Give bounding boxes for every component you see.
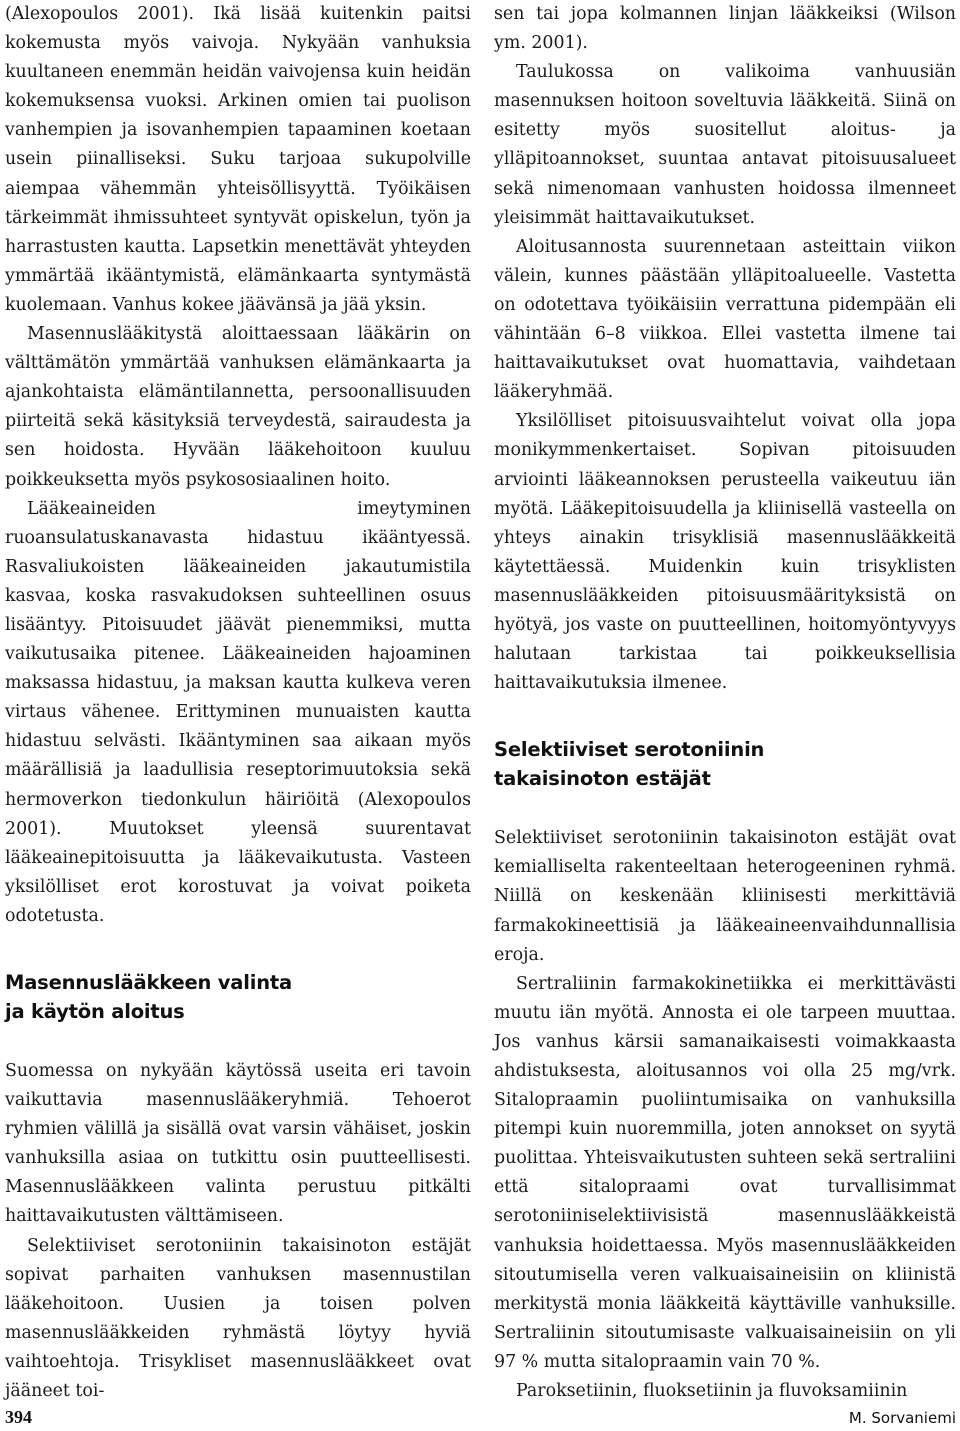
paragraph: Selektiiviset serotoniinin takaisinoton estäjät sopivat parhaiten vanhuksen masennustilan lääkehoitoon. Uusien ja toisen polven masennuslääkkeiden ryhmästä löytyy hyviä vaihtoehtoja. Trisykliset masennuslääkkeet ovat jääneet toi- (5, 1235, 471, 1402)
paragraph: (Alexopoulos 2001). Ikä lisää kuitenkin paitsi kokemusta myös vaivoja. Nykyään vanhuksia kuultaneen enemmän heidän vaivojensa kuin heidän kokemuksensa vuoksi. Arkinen omien tai puolison vanhempien ja isovanhempien tapaaminen koetaan usein piinalliseksi. Suku tarjoaa sukupolville aiempaa vähemmän yhteisöllisyyttä. Työikäisen tärkeimmät ihmissuhteet syntyvät opiskelun, työn ja harrastusten kautta. Lapsetkin menettävät yhteyden ymmärtää ikääntymistä, elämänkaarta syntymästä kuolemaan. Vanhus kokee jäävänsä ja jää yksin. (5, 4, 471, 315)
right-column (494, 0, 956, 1406)
section-heading-line: takaisinoton estäjät (494, 767, 711, 791)
section-heading-line: Masennuslääkkeen valinta (5, 971, 292, 994)
paragraph: Yksilölliset pitoisuusvaihtelut voivat olla jopa monikymmenkertaiset. Sopivan pitoisuuden arviointi lääkeannoksen perusteella vaikeutuu iän myötä. Lääkepitoisuudella ja kliinisellä vasteella on yhteys ainakin trisyklisiä masennuslääkkeitä käytettäessä. Muidenkin kuin trisyklisten masennuslääkkeiden pitoisuusmäärityksistä on hyötyä, jos vaste on puutteellinen, hoitomyöntyvyys halutaan tarkistaa tai poikkeuksellisia haittavaikutuksia ilmenee. (494, 411, 956, 694)
paragraph: Masennuslääkitystä aloittaessaan lääkärin on välttämätön ymmärtää vanhuksen elämänkaarta ja ajankohtaista elämäntilannetta, persoonallisuuden piirteitä sekä käsityksiä terveydestä, sairaudesta ja sen hoidosta. Hyvään lääkehoitoon kuuluu poikkeuksetta myös psykososiaalinen hoito. (5, 324, 471, 490)
paragraph: Aloitusannosta suurennetaan asteittain viikon välein, kunnes päästään ylläpitoalueelle. Vastetta on odotettava työikäisiin verrattuna pidempään eli vähintään 6–8 viikkoa. Ellei vastetta ilmene tai haittavaikutukset ovat huomattavia, vaihdetaan lääkeryhmää. (494, 236, 956, 403)
section-heading (5, 968, 471, 1026)
paragraph: Paroksetiinin, fluoksetiinin ja fluvoksamiinin (516, 1381, 908, 1402)
author-name: M. Sorvaniemi (848, 1409, 956, 1427)
paragraph: Sertraliinin farmakokinetiikka ei merkittävästi muutu iän myötä. Annosta ei ole tarpeen muuttaa. Jos vanhus kärsii samanaikaisesti voimakkaasta ahdistuksesta, aloitusannos voi olla 25 mg/vrk. Sitalopraamin puoliintumisaika on vanhuksilla pitempi kuin nuoremmilla, joten annokset on syytä puolittaa. Yhteisvaikutusten suhteen sekä sertraliini että sitalopraami ovat turvallisimmat serotoniiniselektiivisistä masennuslääkkeistä vanhuksia hoidettaessa. Myös masennuslääkkeiden sitoutumisella veren valkuaisaineisiin on kliinistä merkitystä monia lääkkeitä käyttäville vanhuksille. Sertraliinin sitoutumisaste valkuaisaineisiin on yli 97 % mutta sitalopraamin vain 70 %. (494, 973, 956, 1372)
paragraph: sen tai jopa kolmannen linjan lääkkeiksi (Wilson ym. 2001). (494, 4, 956, 54)
paragraph: Taulukossa on valikoima vanhuusiän masennuksen hoitoon soveltuvia lääkkeitä. Siinä on esitetty myös suositellut aloitus- ja ylläpitoannokset, suuntaa antavat pitoisuusalueet sekä nimenomaan vanhusten hoidossa ilmenneet yleisimmät haittavaikutukset. (494, 62, 956, 228)
left-column (5, 0, 471, 1406)
section-heading-line: ja käytön aloitus (5, 1000, 185, 1023)
section-heading (494, 735, 956, 793)
paragraph: Selektiiviset serotoniinin takaisinoton estäjät ovat kemialliselta rakenteeltaan heterogeeninen ryhmä. Niillä on keskenään kliinisesti merkittäviä farmakokineettisiä ja lääkeaineenvaihdunnallisia eroja. (494, 828, 956, 965)
section-heading-line: Selektiiviset serotoniinin (494, 738, 765, 762)
page-number: 394 (5, 1407, 32, 1427)
paragraph: Suomessa on nykyään käytössä useita eri tavoin vaikuttavia masennuslääkeryhmiä. Tehoerot ryhmien välillä ja sisällä ovat varsin vähäiset, joskin vanhuksilla asiaa on tutkittu osin puutteellisesti. Masennuslääkkeen valinta perustuu pitkälti haittavaikutusten välttämiseen. (5, 1061, 471, 1227)
paragraph: Lääkeaineiden imeytyminen ruoansulatuskanavasta hidastuu ikääntyessä. Rasvaliukoisten lääkeaineiden jakautumistila kasvaa, koska rasvakudoksen suhteellinen osuus lisääntyy. Pitoisuudet jäävät pienemmiksi, mutta vaikutusaika pitenee. Lääkeaineiden hajoaminen maksassa hidastuu, ja maksan kautta kulkeva veren virtaus vähenee. Erittyminen munuaisten kautta hidastuu selvästi. Ikääntyminen saa aikaan myös määrällisiä ja laadullisia reseptorimuutoksia sekä hermoverkon tiedonkulun häiriöitä (Alexopoulos 2001). Muutokset yleensä suurentavat lääkeainepitoisuutta ja lääkevaikutusta. Vasteen yksilölliset erot korostuvat ja voivat poiketa odotetusta. (5, 498, 471, 926)
